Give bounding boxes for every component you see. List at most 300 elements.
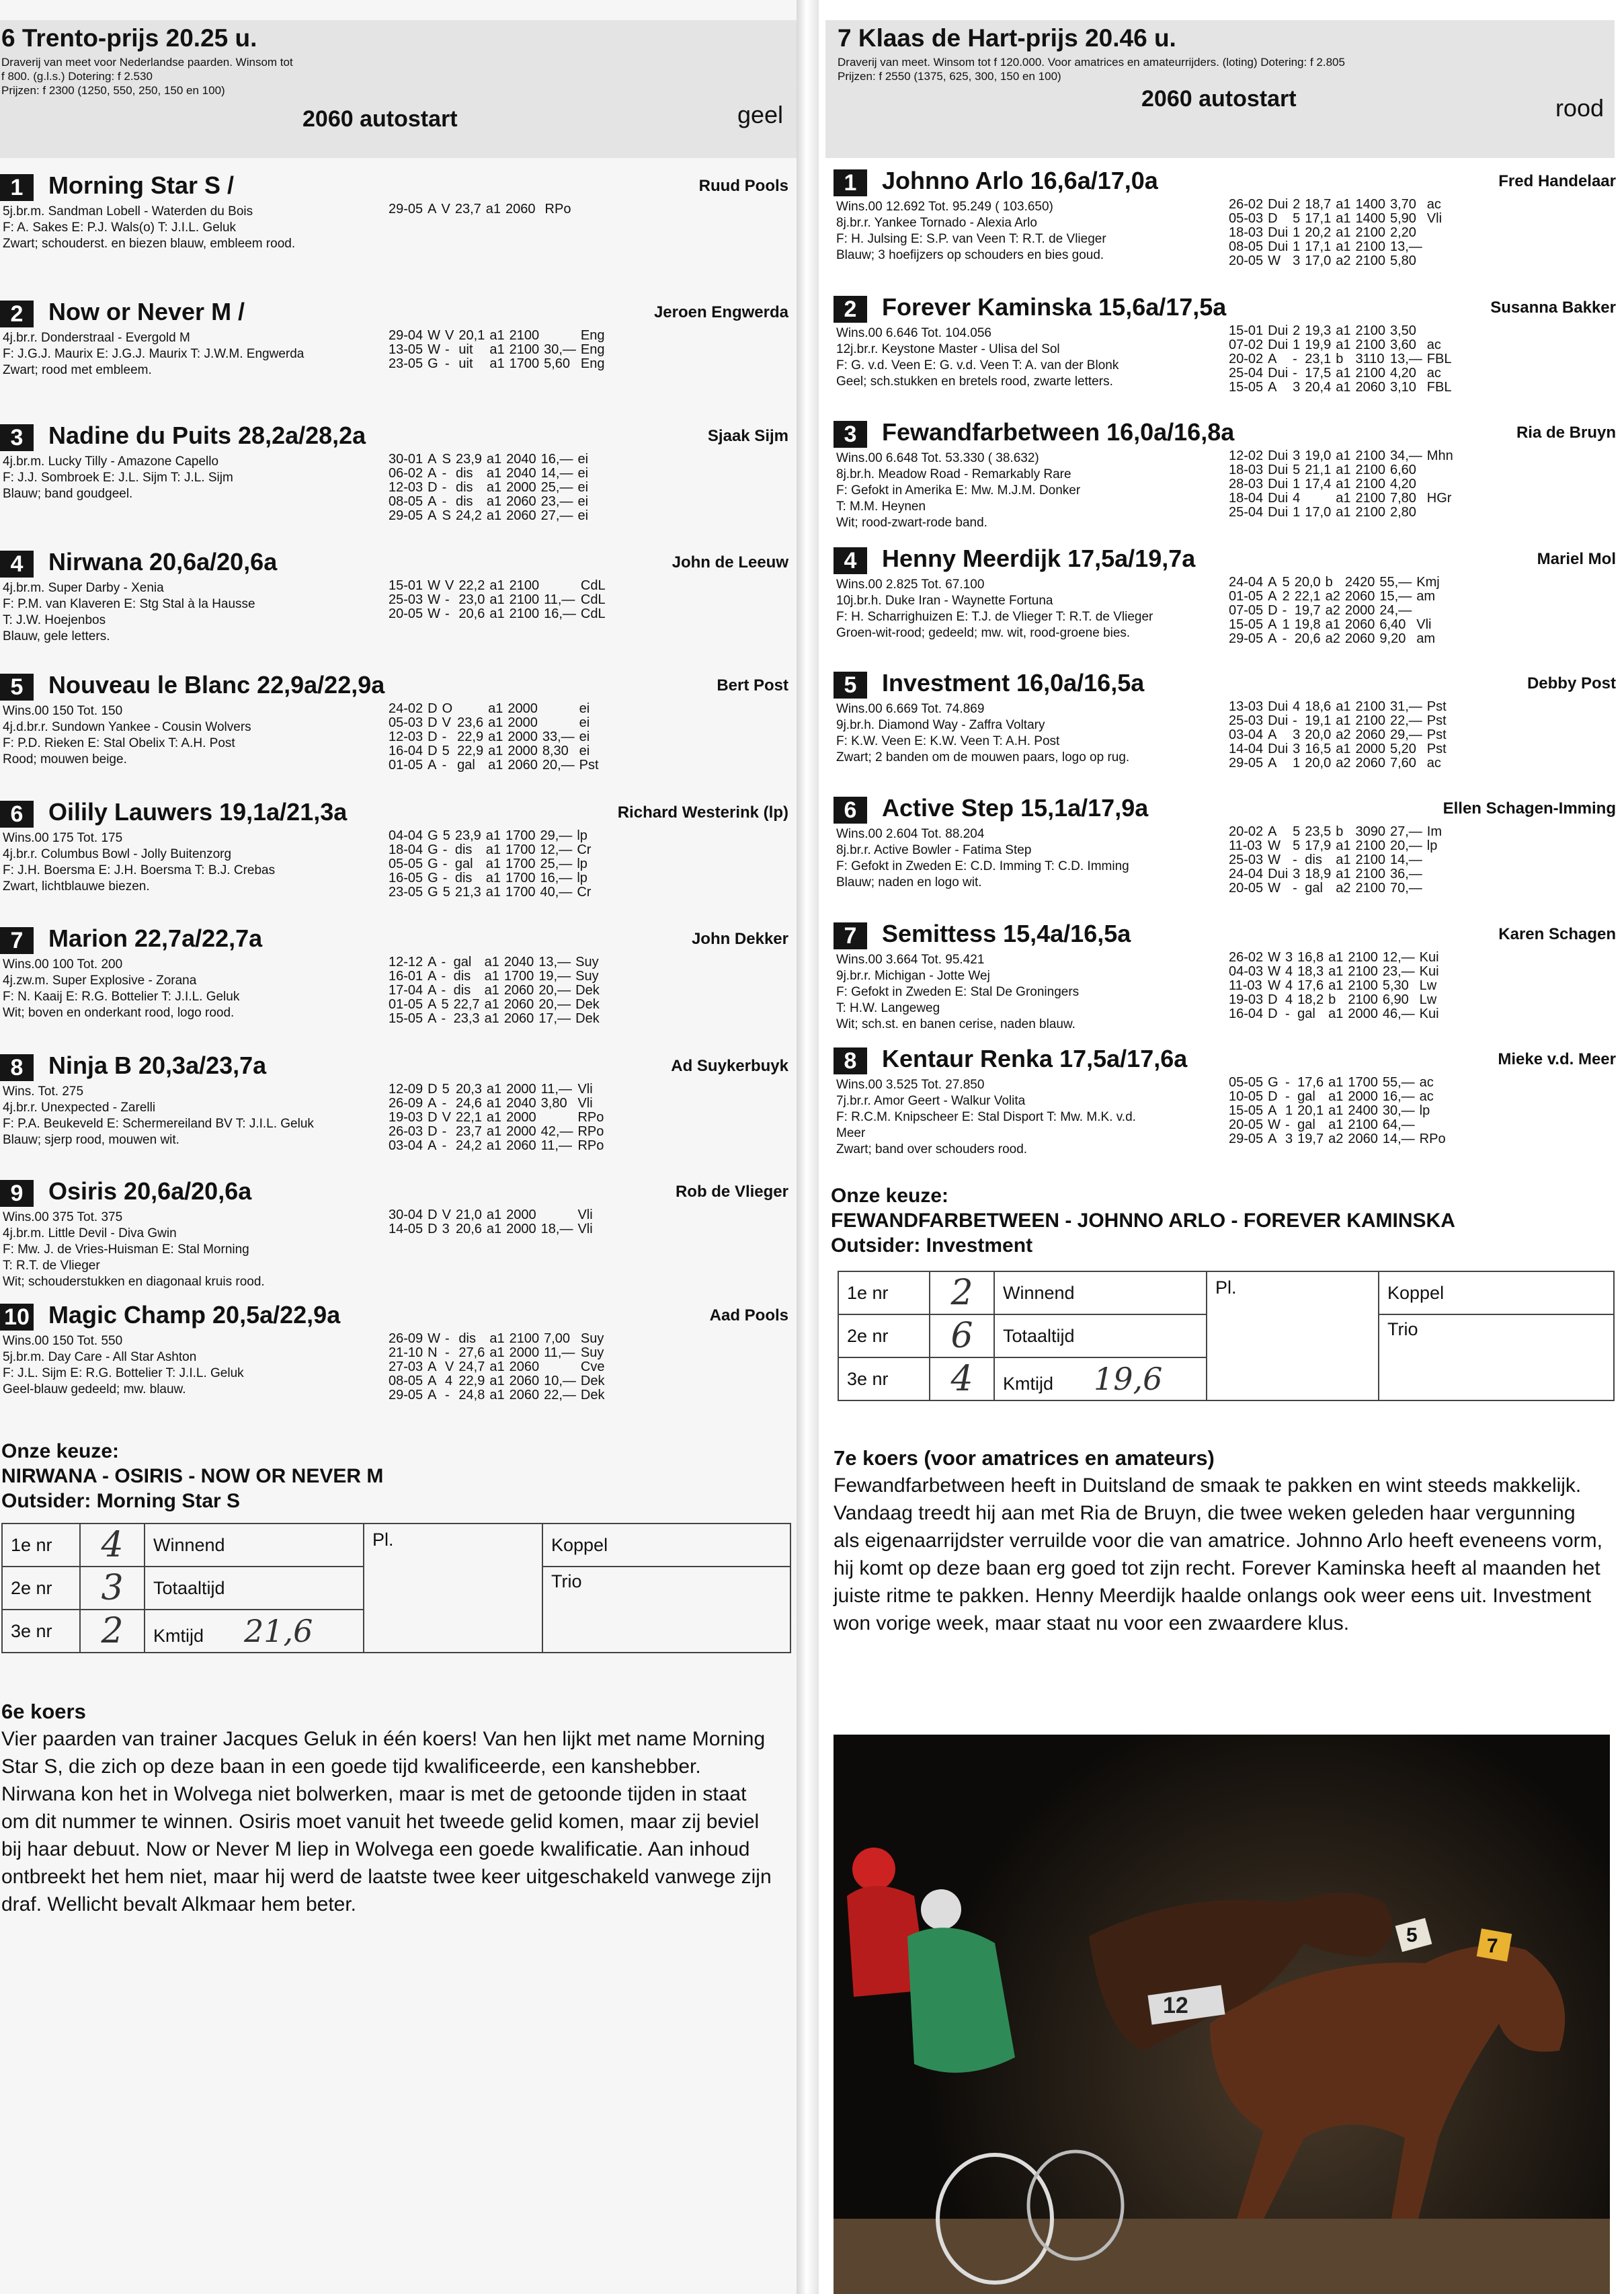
result-cell: dis: [454, 842, 473, 857]
horse-info-line: T: R.T. de Vlieger: [3, 1259, 100, 1273]
form-kmtijd-cell[interactable]: [994, 1357, 1207, 1400]
result-cell: G: [428, 842, 438, 857]
start-number: 2: [0, 301, 34, 327]
result-cell: 2100: [1348, 992, 1378, 1007]
result-cell: 3090: [1355, 824, 1385, 839]
result-cell: a1: [488, 715, 503, 730]
result-cell: [1416, 604, 1444, 618]
result-cell: 2100: [1355, 225, 1385, 240]
result-cell: 5: [442, 885, 450, 900]
result-row: [1229, 993, 1444, 1007]
result-cell: a1: [485, 885, 501, 900]
horse-entry: [0, 422, 797, 546]
result-row: [389, 730, 604, 744]
result-cell: A: [428, 1388, 437, 1402]
result-cell: 9,20: [1379, 631, 1406, 646]
result-cell: Lw: [1419, 978, 1437, 993]
result-cell: 29-05: [1229, 756, 1264, 770]
result-cell: W: [1268, 978, 1281, 993]
result-cell: 1: [1293, 338, 1301, 352]
horse-info-line: F: J.H. Boersma E: J.H. Boersma T: B.J. Crebas: [3, 863, 276, 877]
result-cell: A: [1268, 352, 1277, 366]
result-cell: 20,4: [1305, 380, 1332, 395]
result-cell: 01-05: [389, 997, 423, 1012]
result-cell: 55,—: [1382, 1075, 1415, 1090]
result-cell: 3110: [1355, 352, 1385, 366]
result-cell: 1700: [505, 828, 536, 843]
result-cell: 2060: [506, 494, 536, 509]
result-cell: b: [1336, 352, 1344, 366]
result-cell: 5: [442, 744, 450, 758]
result-cell: Mhn: [1426, 448, 1453, 463]
result-cell: a1: [485, 842, 501, 857]
result-row: [389, 1125, 608, 1139]
race-header: [0, 20, 797, 158]
result-cell: -: [445, 592, 450, 607]
horse-info-line: Blauw, gele letters.: [3, 629, 110, 643]
horse-info-line: Wit; rood-zwart-rode band.: [836, 516, 987, 530]
result-cell: 2000: [506, 1082, 536, 1097]
result-cell: Dui: [1268, 338, 1289, 352]
result-cell: a1: [485, 202, 501, 216]
result-cell: 2000: [1348, 1006, 1378, 1021]
result-cell: Vli: [1426, 211, 1443, 226]
result-cell: 11,—: [544, 592, 575, 607]
result-cell: 21,1: [1305, 463, 1332, 477]
driver-name: Richard Westerink (lp): [617, 803, 788, 822]
result-cell: 3,10: [1389, 380, 1416, 395]
result-row: [389, 702, 604, 716]
result-cell: 5: [442, 828, 450, 843]
result-cell: a1: [484, 955, 499, 970]
horse-entry: [0, 171, 797, 296]
result-cell: [457, 702, 488, 716]
result-row: [1229, 742, 1451, 756]
result-cell: W: [1268, 950, 1281, 965]
result-cell: 2100: [1348, 964, 1378, 979]
result-cell: 1: [1293, 505, 1301, 520]
result-cell: Eng: [580, 356, 605, 371]
result-cell: 24,—: [1379, 603, 1412, 618]
result-cell: 2100: [1355, 699, 1385, 714]
result-cell: gal: [1297, 1089, 1315, 1104]
start-number: 3: [834, 421, 867, 448]
start-number: 6: [834, 797, 867, 824]
result-cell: a1: [488, 729, 503, 744]
horse-info-line: 4j.br.m. Lucky Tilly - Amazone Capello: [3, 454, 219, 469]
result-cell: D: [428, 729, 438, 744]
start-number: 7: [0, 927, 34, 954]
horse-info: [3, 957, 379, 1021]
result-cell: W: [1268, 838, 1281, 853]
result-cell: dis: [455, 480, 473, 495]
result-cell: 5,90: [1389, 211, 1416, 226]
result-cell: 2060: [1355, 756, 1385, 770]
result-cell: a1: [489, 1331, 505, 1346]
result-cell: lp: [577, 828, 587, 843]
result-cell: a1: [486, 480, 502, 495]
result-cell: [542, 702, 579, 716]
result-cell: 20,1: [1297, 1103, 1324, 1118]
form-place-box[interactable]: [364, 1524, 542, 1653]
driver-helmet: [921, 1889, 961, 1930]
result-row: [389, 452, 593, 467]
result-row: [389, 202, 575, 216]
result-cell: Dui: [1268, 323, 1289, 338]
result-cell: A: [428, 494, 437, 509]
result-cell: 23,3: [453, 1011, 480, 1026]
result-cell: A: [428, 758, 437, 773]
result-cell: 22,2: [458, 578, 485, 593]
result-cell: 1700: [505, 885, 536, 900]
result-cell: Kui: [1419, 964, 1439, 979]
result-cell: 11,—: [544, 1345, 575, 1360]
result-cell: a1: [1336, 338, 1351, 352]
result-cell: 24,7: [458, 1359, 485, 1374]
result-cell: 2000: [508, 729, 538, 744]
result-cell: 14-05: [389, 1222, 423, 1236]
result-cell: [1305, 491, 1336, 506]
result-cell: 2100: [1355, 881, 1385, 896]
result-cell: 15-05: [1229, 380, 1264, 395]
horse-info-line: Wins.00 100 Tot. 200: [3, 957, 123, 972]
result-cell: 17,0: [1305, 505, 1332, 520]
result-cell: -: [445, 1331, 450, 1346]
result-cell: 15-05: [1229, 617, 1264, 632]
form-pick-2[interactable]: [80, 1567, 145, 1610]
result-cell: V: [445, 578, 454, 593]
result-cell: a2: [1336, 253, 1351, 268]
result-cell: 2100: [1355, 491, 1385, 506]
result-cell: A: [1268, 631, 1277, 646]
result-cell: 34,—: [1389, 448, 1422, 463]
horse-info-line: 9j.br.r. Michigan - Jotte Wej: [836, 969, 990, 983]
result-cell: 2100: [1355, 838, 1385, 853]
result-cell: V: [442, 1208, 451, 1222]
horse-info-line: 10j.br.h. Duke Iran - Waynette Fortuna: [836, 594, 1053, 608]
result-cell: -: [445, 606, 450, 621]
result-cell: 2100: [1348, 950, 1378, 965]
result-row: [1229, 979, 1444, 993]
form-place-box[interactable]: [1207, 1271, 1379, 1400]
horse-info: [836, 701, 1246, 766]
result-cell: V: [441, 202, 450, 216]
result-cell: a1: [486, 1096, 502, 1111]
result-cell: G: [428, 857, 438, 871]
result-cell: 29-05: [1229, 1132, 1264, 1146]
horse-info-line: Zwart; 2 banden om de mouwen paars, logo op rug.: [836, 750, 1130, 764]
horse-info-line: Wins.00 6.646 Tot. 104.056: [836, 326, 991, 340]
result-cell: 22,—: [544, 1388, 576, 1402]
result-cell: 3,80: [540, 1096, 567, 1111]
result-cell: 12-02: [1229, 448, 1264, 463]
result-cell: N: [428, 1345, 438, 1360]
result-cell: 2100: [509, 1331, 540, 1346]
result-cell: [1427, 867, 1447, 881]
horse-info-line: F: G. v.d. Veen E: G. v.d. Veen T: A. van der Blonk: [836, 358, 1119, 372]
result-cell: a1: [1336, 239, 1351, 254]
result-cell: 21-10: [389, 1345, 423, 1360]
result-cell: a1: [485, 871, 501, 885]
result-cell: A: [428, 955, 437, 970]
horse-entry: [825, 293, 1624, 418]
result-cell: 22,1: [1294, 589, 1321, 604]
result-cell: 11-03: [1229, 838, 1262, 853]
result-cell: 2060: [1355, 727, 1385, 742]
horse-info-line: Geel-blauw gedeeld; mw. blauw.: [3, 1382, 186, 1396]
result-cell: Pst: [1426, 699, 1447, 714]
result-cell: Dek: [575, 997, 600, 1012]
result-cell: 2060: [1344, 617, 1375, 632]
result-cell: 1: [1293, 239, 1301, 254]
result-cell: 15-01: [1229, 323, 1264, 338]
result-cell: a2: [1328, 1132, 1344, 1146]
recent-results: [1229, 1076, 1451, 1146]
result-cell: A: [428, 1359, 437, 1374]
start-number: 4: [0, 551, 34, 578]
result-cell: A: [1268, 575, 1277, 590]
result-cell: dis: [454, 871, 473, 885]
article-text: Fewandfarbetween heeft in Duitsland de smaak te pakken en wint steeds makkelijk. Vandaag treedt hij aan met Ria de Bruyn, die twee weken geleden haar vergunning als eigenaarrijdster verruilde voor die van amatrice. Johnno Arlo heeft eveneens vorm, hij komt op deze baan erg goed tot zijn recht. Forever Kaminska heeft al maanden het juiste ritme te pakken. Henny Meerdijk haalde onlangs ook weer eens uit. Investment won vorige week, maar staat nu voor een zwaardere klus.: [834, 1474, 1602, 1634]
result-row: [389, 871, 596, 885]
result-cell: ac: [1426, 756, 1441, 770]
start-number: 8: [0, 1054, 34, 1081]
result-cell: 2000: [1348, 1089, 1378, 1104]
horse-info-line: Wins.00 175 Tot. 175: [3, 831, 123, 845]
result-cell: 27,—: [540, 508, 573, 523]
form-pick-1[interactable]: [930, 1271, 994, 1314]
result-cell: 2000: [508, 701, 538, 716]
result-cell: 22,9: [457, 729, 484, 744]
horse-name: Morning Star S /: [48, 171, 235, 199]
result-cell: 24-02: [389, 701, 423, 716]
result-cell: [1427, 463, 1458, 477]
result-cell: 2100: [1355, 366, 1385, 381]
result-cell: a1: [1336, 477, 1351, 491]
horse-entry: [825, 418, 1624, 543]
form-kmtijd-cell[interactable]: [145, 1610, 364, 1653]
form-label-pl: Pl.: [372, 1530, 394, 1550]
result-cell: RPo: [544, 202, 571, 216]
result-cell: -: [442, 758, 447, 773]
result-cell: 29-04: [389, 328, 423, 343]
result-cell: G: [1268, 1075, 1278, 1090]
horse-info-line: F: Mw. J. de Vries-Huisman E: Stal Morning: [3, 1242, 249, 1257]
horse-name: Semittess 15,4a/16,5a: [882, 920, 1131, 947]
result-cell: 05-03: [1229, 211, 1264, 226]
horse-info-line: Wins.00 3.664 Tot. 95.421: [836, 953, 985, 967]
result-cell: 4: [1293, 699, 1301, 714]
result-row: [1229, 714, 1451, 728]
our-pick-label: Onze keuze:: [1, 1440, 120, 1462]
result-cell: a1: [1328, 950, 1344, 965]
result-row: [1229, 867, 1447, 881]
form-pick-3[interactable]: [80, 1610, 145, 1653]
result-row: [1229, 1090, 1451, 1104]
result-cell: 19,7: [1297, 1132, 1324, 1146]
race-start-type: 2060 autostart: [302, 106, 458, 132]
horse-info: [3, 830, 379, 895]
result-cell: D: [428, 1110, 438, 1125]
handwritten-pick: 6: [950, 1316, 973, 1356]
horse-info-line: T: J.W. Hoejenbos: [3, 613, 106, 627]
result-cell: W: [428, 1331, 441, 1346]
horse-entry: [0, 671, 797, 795]
result-cell: 2100: [1355, 448, 1385, 463]
result-cell: a1: [486, 452, 502, 467]
result-cell: D: [428, 480, 438, 495]
result-row: [389, 1082, 608, 1097]
result-cell: 2: [1282, 589, 1290, 604]
form-pick-1[interactable]: [80, 1524, 145, 1567]
result-cell: 23,1: [1305, 352, 1332, 366]
result-cell: 17,0: [1305, 253, 1332, 268]
race-title: 7 Klaas de Hart-prijs 20.46 u.: [838, 24, 1176, 52]
result-cell: 14,—: [1389, 853, 1422, 867]
result-cell: Kui: [1419, 950, 1439, 965]
result-cell: 3,50: [1389, 323, 1416, 338]
start-number: 1: [0, 174, 34, 201]
result-cell: a1: [486, 466, 502, 481]
result-cell: gal: [453, 955, 472, 970]
result-row: [389, 509, 593, 523]
result-cell: Dui: [1268, 867, 1289, 881]
harness-race-illustration: [834, 1735, 1610, 2294]
result-cell: 08-05: [389, 494, 423, 509]
result-cell: 23,5: [1305, 824, 1332, 839]
result-cell: Cr: [577, 885, 592, 900]
result-cell: 14,—: [540, 466, 573, 481]
result-cell: 7,60: [1389, 756, 1416, 770]
driver-name: Mariel Mol: [1537, 550, 1616, 568]
result-cell: V: [442, 715, 451, 730]
result-cell: 18-04: [389, 842, 423, 857]
article-title: 7e koers (voor amatrices en amateurs): [834, 1446, 1215, 1470]
horse-info-line: Zwart; rood met embleem.: [3, 363, 152, 377]
result-cell: 3: [1293, 253, 1301, 268]
result-cell: a1: [486, 1082, 502, 1097]
form-label-pl: Pl.: [1215, 1277, 1237, 1298]
result-cell: 23,9: [454, 828, 481, 843]
result-cell: a1: [486, 1222, 502, 1236]
result-cell: 5: [1293, 838, 1301, 853]
result-cell: A: [428, 969, 437, 984]
result-row: [1229, 1007, 1444, 1021]
result-cell: V: [445, 1359, 454, 1374]
result-cell: 20,0: [1305, 727, 1332, 742]
horse-info-line: Wins. Tot. 275: [3, 1084, 84, 1099]
result-cell: D: [428, 1124, 438, 1139]
result-cell: a1: [489, 1345, 505, 1360]
form-pick-2[interactable]: [930, 1314, 994, 1357]
horse-info-line: 4j.br.r. Unexpected - Zarelli: [3, 1101, 156, 1115]
result-cell: 16,—: [544, 606, 576, 621]
result-cell: 13,—: [538, 955, 571, 970]
result-cell: [541, 1111, 578, 1125]
result-cell: 19-03: [389, 1110, 423, 1125]
result-cell: -: [445, 1388, 450, 1402]
horse-info-line: Blauw; naden en logo wit.: [836, 875, 982, 889]
result-cell: ei: [577, 494, 589, 509]
horse-entry: [0, 548, 797, 672]
result-cell: [1420, 1118, 1451, 1132]
result-row: [389, 579, 610, 593]
recent-results: [1229, 324, 1456, 395]
result-cell: a2: [1336, 727, 1351, 742]
result-cell: 2000: [508, 715, 538, 730]
horse-info: [836, 199, 1246, 264]
result-cell: 17-04: [389, 983, 423, 998]
result-cell: W: [1268, 853, 1281, 867]
result-cell: 23,7: [455, 1124, 482, 1139]
result-cell: 13,—: [1389, 352, 1422, 366]
result-cell: a2: [1336, 881, 1351, 896]
result-cell: D: [1268, 1006, 1278, 1021]
recent-results: [1229, 198, 1447, 268]
recent-results: [389, 1082, 608, 1153]
result-cell: 19-03: [1229, 992, 1264, 1007]
handwritten-pick: 4: [101, 1525, 124, 1565]
start-number: 1: [834, 169, 867, 196]
result-row: [389, 357, 609, 371]
result-cell: 27,—: [1389, 824, 1422, 839]
result-cell: a1: [1328, 1103, 1344, 1118]
article-title: 6e koers: [1, 1700, 86, 1723]
result-cell: a1: [489, 342, 505, 357]
start-number: 3: [0, 424, 34, 451]
result-cell: 5: [1293, 463, 1301, 477]
result-cell: 17,5: [1305, 366, 1332, 381]
result-cell: 2060: [1355, 380, 1385, 395]
result-cell: 23,—: [540, 494, 573, 509]
horse-entry: [825, 1045, 1624, 1169]
result-cell: 3: [1293, 742, 1301, 756]
horse-info-line: Wit; boven en onderkant rood, logo rood.: [3, 1006, 235, 1020]
horse-info-line: Zwart; band over schouders rood.: [836, 1142, 1028, 1156]
result-cell: Cve: [580, 1359, 605, 1374]
result-cell: 18,—: [540, 1222, 573, 1236]
result-cell: dis: [453, 969, 471, 984]
result-cell: a1: [1336, 505, 1351, 520]
result-cell: 07-02: [1229, 338, 1264, 352]
result-cell: 2040: [506, 452, 536, 467]
result-cell: 30-01: [389, 452, 423, 467]
result-cell: -: [445, 342, 450, 357]
result-cell: Dui: [1268, 366, 1289, 381]
horse-name: Marion 22,7a/22,7a: [48, 924, 263, 952]
form-pick-3[interactable]: [930, 1357, 994, 1400]
result-cell: -: [441, 1011, 446, 1026]
result-cell: 2100: [1355, 253, 1385, 268]
result-cell: D: [428, 701, 438, 716]
horse-info-line: 4j.br.r. Columbus Bowl - Jolly Buitenzorg: [3, 847, 232, 861]
result-cell: 23,9: [455, 452, 482, 467]
start-number: 2: [834, 296, 867, 323]
race-color: rood: [1555, 94, 1604, 122]
result-cell: 4: [1285, 992, 1293, 1007]
horse-name: Ninja B 20,3a/23,7a: [48, 1052, 267, 1079]
result-cell: 07-05: [1229, 603, 1264, 618]
result-cell: -: [442, 494, 447, 509]
recent-results: [389, 452, 593, 523]
recent-results: [389, 329, 609, 371]
result-cell: [544, 1360, 581, 1374]
result-cell: 17,6: [1297, 1075, 1324, 1090]
result-cell: 2100: [1355, 477, 1385, 491]
result-row: [1229, 604, 1445, 618]
result-cell: 11,—: [540, 1082, 572, 1097]
result-cell: Pst: [1426, 742, 1447, 756]
